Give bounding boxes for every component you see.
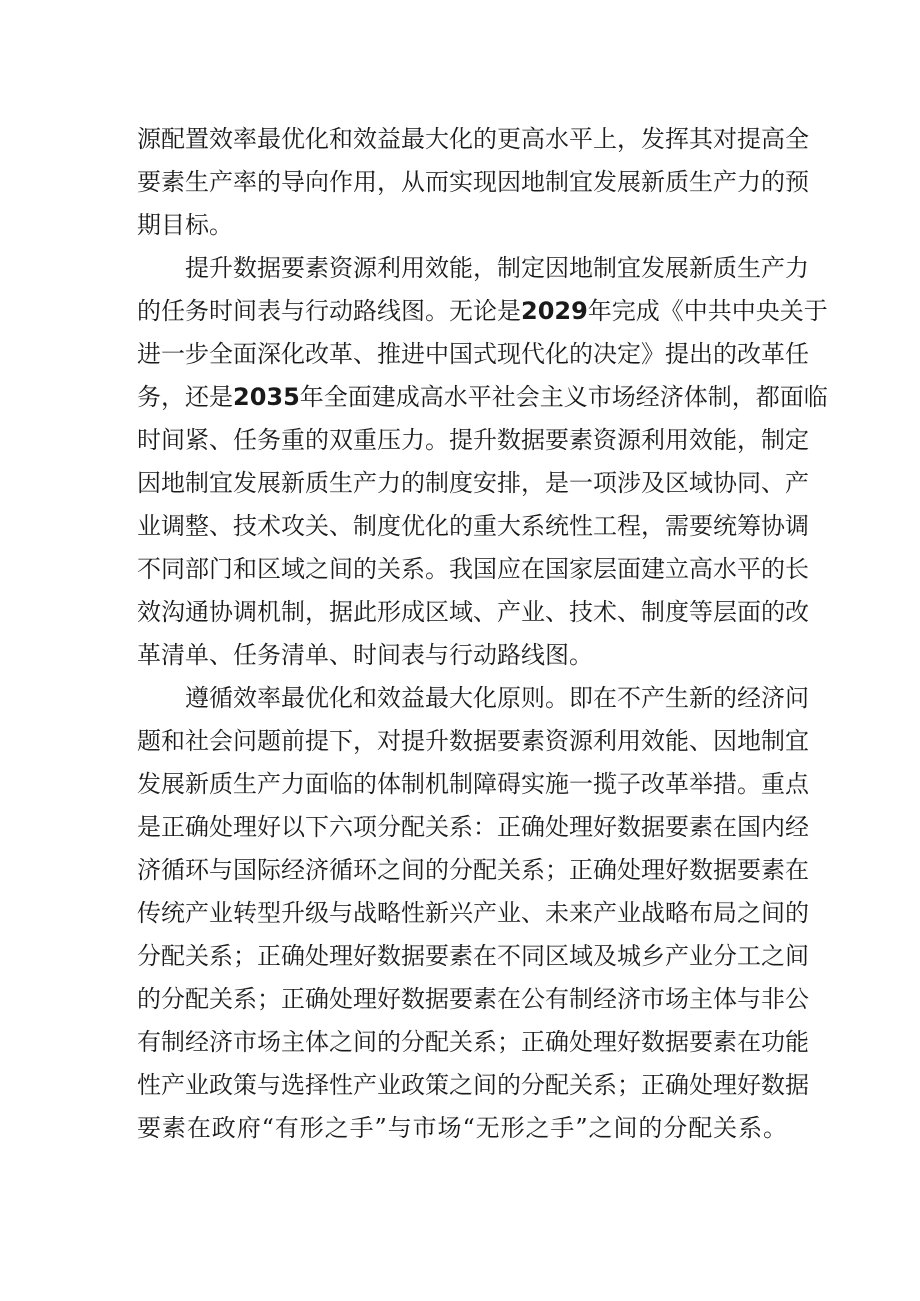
paragraph-line: 的任务时间表与行动路线图。无论是2029年完成《中共中央关于 <box>137 297 828 325</box>
paragraph-line: 济循环与国际经济循环之间的分配关系；正确处理好数据要素在 <box>137 856 809 884</box>
paragraph-line: 不同部门和区域之间的关系。我国应在国家层面建立高水平的长 <box>137 555 809 583</box>
paragraph-line: 时间紧、任务重的双重压力。提升数据要素资源利用效能，制定 <box>137 426 809 454</box>
paragraph-line: 性产业政策与选择性产业政策之间的分配关系；正确处理好数据 <box>137 1071 809 1099</box>
year-number: 2029 <box>521 297 588 325</box>
paragraph-line: 发展新质生产力面临的体制机制障碍实施一揽子改革举措。重点 <box>137 770 809 798</box>
paragraph-line: 的分配关系；正确处理好数据要素在公有制经济市场主体与非公 <box>137 985 809 1013</box>
paragraph-line: 分配关系；正确处理好数据要素在不同区域及城乡产业分工之间 <box>137 942 809 970</box>
paragraph-line: 题和社会问题前提下，对提升数据要素资源利用效能、因地制宜 <box>137 727 809 755</box>
paragraph-line: 革清单、任务清单、时间表与行动路线图。 <box>137 641 593 669</box>
paragraph-line: 期目标。 <box>137 211 233 239</box>
paragraph-line: 要素生产率的导向作用，从而实现因地制宜发展新质生产力的预 <box>137 168 809 196</box>
paragraph-line: 提升数据要素资源利用效能，制定因地制宜发展新质生产力 <box>185 254 809 282</box>
paragraph-line: 要素在政府“有形之手”与市场“无形之手”之间的分配关系。 <box>137 1114 787 1142</box>
paragraph-line: 因地制宜发展新质生产力的制度安排，是一项涉及区域协同、产 <box>137 469 809 497</box>
paragraph-line: 进一步全面深化改革、推进中国式现代化的决定》提出的改革任 <box>137 340 809 368</box>
paragraph-line: 遵循效率最优化和效益最大化原则。即在不产生新的经济问 <box>185 684 809 712</box>
paragraph-line: 源配置效率最优化和效益最大化的更高水平上，发挥其对提高全 <box>137 125 809 153</box>
paragraph-line: 业调整、技术攻关、制度优化的重大系统性工程，需要统筹协调 <box>137 512 809 540</box>
paragraph-line: 传统产业转型升级与战略性新兴产业、未来产业战略布局之间的 <box>137 899 809 927</box>
paragraph-line: 是正确处理好以下六项分配关系：正确处理好数据要素在国内经 <box>137 813 809 841</box>
paragraph-line: 效沟通协调机制，据此形成区域、产业、技术、制度等层面的改 <box>137 598 809 626</box>
paragraph-line: 务，还是2035年全面建成高水平社会主义市场经济体制，都面临 <box>137 383 828 411</box>
year-number: 2035 <box>233 383 300 411</box>
paragraph-line: 有制经济市场主体之间的分配关系；正确处理好数据要素在功能 <box>137 1028 809 1056</box>
